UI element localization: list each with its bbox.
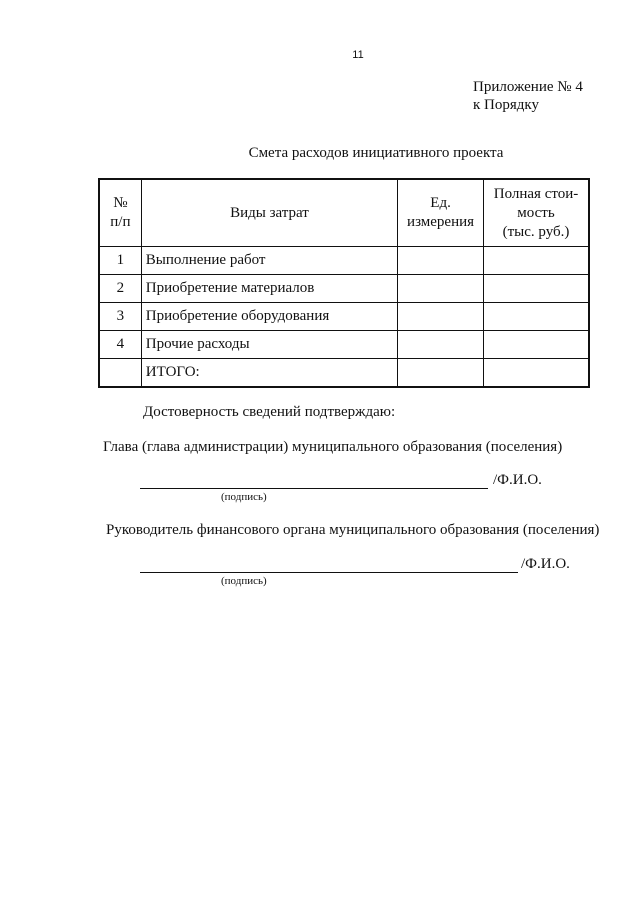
header-unit-line-1: Ед. — [430, 195, 451, 211]
header-cost-type: Виды затрат — [141, 179, 397, 247]
row-unit — [398, 303, 484, 331]
total-cost — [484, 359, 590, 388]
table-row — [99, 247, 589, 275]
header-total-cost — [484, 179, 590, 247]
row-cost — [484, 275, 590, 303]
table-row — [99, 275, 589, 303]
total-number — [99, 359, 141, 388]
head-signature-caption: (подпись) — [221, 491, 267, 503]
total-label: ИТОГО: — [141, 359, 397, 388]
header-number — [99, 179, 141, 247]
head-signatory-title: Глава (глава администрации) муниципального образования (поселения) — [103, 439, 563, 455]
row-cost-type: Прочие расходы — [141, 331, 397, 359]
document-title: Смета расходов инициативного проекта — [248, 145, 504, 161]
row-unit — [398, 247, 484, 275]
row-cost-type: Выполнение работ — [141, 247, 397, 275]
row-cost — [484, 331, 590, 359]
table-row — [99, 331, 589, 359]
finance-fio-label: /Ф.И.О. — [521, 556, 570, 572]
header-cost-line-1: Полная стои- — [493, 185, 579, 202]
row-number: 4 — [99, 331, 141, 359]
finance-signature-line — [140, 572, 518, 573]
table-row — [99, 303, 589, 331]
total-unit — [398, 359, 484, 388]
confirmation-text: Достоверность сведений подтверждаю: — [143, 404, 396, 420]
row-unit — [398, 331, 484, 359]
header-number-line-1: № — [113, 195, 128, 211]
row-number: 1 — [99, 247, 141, 275]
row-cost-type: Приобретение материалов — [141, 275, 397, 303]
row-cost — [484, 247, 590, 275]
appendix-reference — [473, 78, 583, 114]
row-unit — [398, 275, 484, 303]
row-number: 2 — [99, 275, 141, 303]
head-signature-line — [140, 488, 488, 489]
header-unit-line-2: измерения — [407, 214, 475, 230]
header-unit — [398, 179, 484, 247]
estimate-table — [98, 178, 590, 388]
table-header-row — [99, 179, 589, 247]
finance-signature-caption: (подпись) — [221, 575, 267, 587]
header-number-line-2: п/п — [110, 214, 131, 230]
head-fio-label: /Ф.И.О. — [493, 472, 542, 488]
row-number: 3 — [99, 303, 141, 331]
appendix-line-2: к Порядку — [473, 97, 539, 113]
row-cost-type: Приобретение оборудования — [141, 303, 397, 331]
page-number: 11 — [352, 49, 364, 61]
header-cost-line-2: мость — [517, 204, 555, 221]
appendix-line-1: Приложение № 4 — [473, 79, 583, 95]
header-cost-line-3: (тыс. руб.) — [502, 223, 570, 240]
table-total-row — [99, 359, 589, 388]
finance-signatory-title: Руководитель финансового органа муниципального образования (поселения) — [106, 522, 600, 538]
row-cost — [484, 303, 590, 331]
